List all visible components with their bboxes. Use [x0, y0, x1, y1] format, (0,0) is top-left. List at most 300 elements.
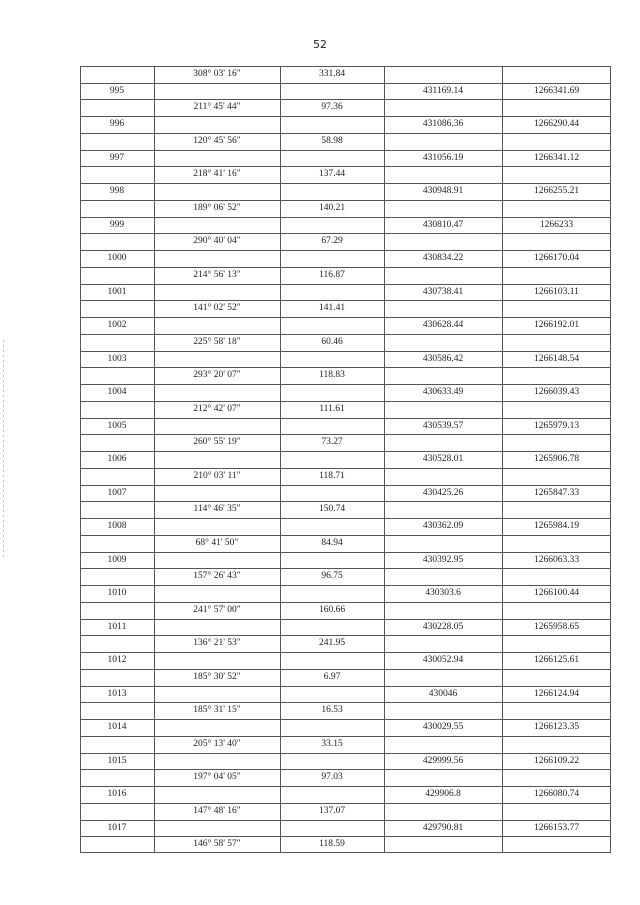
x-coordinate-cell: 430628.44 [422, 320, 464, 331]
y-coordinate-cell [502, 535, 611, 551]
x-coordinate-cell [384, 401, 502, 417]
point-number-cell: 1003 [107, 353, 127, 364]
y-coordinate-cell: 1266103.11 [534, 286, 579, 297]
row-divider [80, 317, 611, 318]
row-divider [80, 719, 611, 720]
distance-cell [280, 786, 384, 802]
distance-cell: 116.87 [319, 269, 345, 280]
row-divider [80, 686, 611, 687]
point-number-cell: 1009 [107, 554, 127, 565]
distance-cell [280, 317, 384, 333]
point-number-cell: 1016 [107, 789, 127, 800]
table-row [80, 568, 611, 584]
y-coordinate-cell: 1265847.33 [533, 487, 580, 498]
distance-cell [280, 384, 384, 400]
table-row [80, 384, 611, 400]
x-coordinate-cell: 430586.42 [422, 353, 464, 364]
x-coordinate-cell: 430738.41 [422, 286, 464, 297]
bearing-angle-cell: 185° 30' 52" [193, 671, 241, 682]
distance-cell: 96.75 [321, 571, 343, 582]
distance-cell: 97.36 [321, 102, 343, 113]
point-number-cell: 1013 [107, 688, 127, 699]
row-divider [80, 384, 611, 385]
row-divider [80, 652, 611, 653]
table-row [80, 367, 611, 383]
bearing-angle-cell: 308° 03' 16" [193, 69, 241, 79]
bearing-angle-cell [154, 786, 280, 802]
y-coordinate-cell [502, 133, 611, 149]
table-row [80, 351, 611, 367]
distance-cell: 67.29 [321, 236, 343, 247]
distance-cell: 140.21 [318, 202, 346, 213]
row-divider [80, 535, 611, 536]
y-coordinate-cell: 1266039.43 [533, 387, 580, 398]
x-coordinate-cell [384, 334, 502, 350]
x-coordinate-cell [384, 736, 502, 752]
distance-cell [280, 150, 384, 166]
row-divider [80, 334, 611, 335]
table-row [80, 518, 611, 534]
x-coordinate-cell [384, 602, 502, 618]
table-row [80, 719, 611, 735]
bearing-angle-cell [154, 150, 280, 166]
table-row [80, 250, 611, 266]
distance-cell: 160.66 [318, 604, 346, 615]
table-row [80, 99, 611, 115]
y-coordinate-cell [502, 267, 611, 283]
row-divider [80, 99, 611, 100]
row-divider [80, 183, 611, 184]
row-divider [80, 83, 611, 84]
x-coordinate-cell: 429999.56 [422, 755, 464, 766]
y-coordinate-cell [502, 702, 611, 718]
table-row [80, 652, 611, 668]
x-coordinate-cell [384, 99, 502, 115]
x-coordinate-cell: 430810.47 [422, 219, 464, 230]
bearing-angle-cell [154, 552, 280, 568]
y-coordinate-cell [502, 367, 611, 383]
table-border-bottom [80, 852, 611, 853]
bearing-angle-cell [154, 719, 280, 735]
row-divider [80, 116, 611, 117]
x-coordinate-cell [384, 635, 502, 651]
distance-cell: 150.74 [318, 504, 346, 515]
distance-cell [280, 217, 384, 233]
bearing-angle-cell: 147° 48' 16" [193, 805, 241, 816]
x-coordinate-cell [384, 501, 502, 517]
row-divider [80, 602, 611, 603]
table-row [80, 284, 611, 300]
row-divider [80, 300, 611, 301]
y-coordinate-cell: 1266170.04 [533, 253, 580, 264]
table-row [80, 133, 611, 149]
row-divider [80, 418, 611, 419]
distance-cell: 111.61 [319, 403, 345, 414]
x-coordinate-cell [384, 769, 502, 785]
bearing-angle-cell [154, 485, 280, 501]
point-number-cell: 1010 [107, 588, 127, 599]
point-number-cell: 1005 [107, 420, 127, 431]
distance-cell: 73.27 [321, 437, 343, 448]
y-coordinate-cell [502, 468, 611, 484]
table-row [80, 702, 611, 718]
distance-cell: 60.46 [321, 336, 343, 347]
y-coordinate-cell [502, 66, 611, 82]
point-number-cell [80, 300, 154, 316]
point-number-cell: 1000 [107, 253, 127, 264]
table-row [80, 501, 611, 517]
y-coordinate-cell [502, 334, 611, 350]
x-coordinate-cell: 431086.36 [422, 119, 464, 130]
distance-cell: 33.15 [321, 738, 343, 749]
x-coordinate-cell: 430392.95 [422, 554, 464, 565]
row-divider [80, 702, 611, 703]
y-coordinate-cell [502, 99, 611, 115]
row-divider [80, 803, 611, 804]
y-coordinate-cell [502, 769, 611, 785]
point-number-cell [80, 836, 154, 852]
y-coordinate-cell: 1266153.77 [533, 822, 580, 833]
y-coordinate-cell: 1266123.35 [533, 722, 580, 733]
x-coordinate-cell: 430046 [428, 688, 458, 699]
y-coordinate-cell: 1266290.44 [533, 119, 580, 130]
row-divider [80, 284, 611, 285]
bearing-angle-cell: 218° 41' 16" [193, 169, 241, 180]
point-number-cell [80, 702, 154, 718]
x-coordinate-cell [384, 267, 502, 283]
point-number-cell [80, 434, 154, 450]
distance-cell [280, 719, 384, 735]
y-coordinate-cell: 1265906.78 [533, 454, 580, 465]
x-coordinate-cell: 430948.91 [422, 186, 464, 197]
bearing-angle-cell: 197° 04' 05" [193, 772, 241, 783]
point-number-cell [80, 66, 154, 82]
point-number-cell: 1004 [107, 387, 127, 398]
table-row [80, 317, 611, 333]
bearing-angle-cell [154, 317, 280, 333]
bearing-angle-cell [154, 351, 280, 367]
point-number-cell: 996 [109, 119, 125, 130]
distance-cell [280, 351, 384, 367]
y-coordinate-cell: 1266148.54 [533, 353, 580, 364]
y-coordinate-cell: 1265984.19 [533, 521, 580, 532]
row-divider [80, 753, 611, 754]
point-number-cell [80, 501, 154, 517]
x-coordinate-cell: 431056.19 [422, 152, 464, 163]
x-coordinate-cell: 430029.55 [422, 722, 464, 733]
table-row [80, 769, 611, 785]
table-row [80, 836, 611, 852]
x-coordinate-cell [384, 434, 502, 450]
y-coordinate-cell [502, 200, 611, 216]
table-row [80, 686, 611, 702]
y-coordinate-cell: 1266192.01 [533, 320, 580, 331]
point-number-cell [80, 769, 154, 785]
point-number-cell: 1012 [107, 655, 127, 666]
x-coordinate-cell: 430303.6 [425, 588, 461, 599]
table-row [80, 552, 611, 568]
distance-cell [280, 753, 384, 769]
distance-cell [280, 284, 384, 300]
row-divider [80, 367, 611, 368]
table-row [80, 434, 611, 450]
distance-cell [280, 418, 384, 434]
point-number-cell [80, 367, 154, 383]
bearing-angle-cell: 241° 57' 00" [193, 604, 241, 615]
bearing-angle-cell [154, 652, 280, 668]
bearing-angle-cell: 141° 02' 52" [193, 303, 241, 314]
row-divider [80, 568, 611, 569]
y-coordinate-cell: 1265958.65 [533, 621, 580, 632]
table-row [80, 753, 611, 769]
bearing-angle-cell: 136° 21' 53" [193, 638, 241, 649]
table-row [80, 803, 611, 819]
distance-cell [280, 250, 384, 266]
distance-cell [280, 83, 384, 99]
table-row [80, 66, 611, 82]
y-coordinate-cell: 1266341.69 [533, 85, 580, 96]
point-number-cell [80, 568, 154, 584]
x-coordinate-cell [384, 66, 502, 82]
distance-cell: 6.97 [323, 671, 341, 682]
point-number-cell [80, 736, 154, 752]
table-row [80, 820, 611, 836]
point-number-cell: 1015 [107, 755, 127, 766]
bearing-angle-cell: 205° 13' 40" [193, 738, 241, 749]
y-coordinate-cell [502, 568, 611, 584]
distance-cell: 137.07 [318, 805, 346, 816]
y-coordinate-cell: 1266109.22 [533, 755, 580, 766]
y-coordinate-cell [502, 233, 611, 249]
x-coordinate-cell [384, 702, 502, 718]
table-row [80, 585, 611, 601]
row-divider [80, 133, 611, 134]
table-row [80, 217, 611, 233]
row-divider [80, 401, 611, 402]
row-divider [80, 150, 611, 151]
distance-cell [280, 552, 384, 568]
row-divider [80, 501, 611, 502]
x-coordinate-cell [384, 200, 502, 216]
point-number-cell: 1002 [107, 320, 127, 331]
distance-cell: 241.95 [318, 638, 346, 649]
point-number-cell [80, 669, 154, 685]
table-row [80, 150, 611, 166]
distance-cell [280, 518, 384, 534]
bearing-angle-cell [154, 820, 280, 836]
bearing-angle-cell: 260° 55' 19" [193, 437, 241, 448]
point-number-cell [80, 468, 154, 484]
x-coordinate-cell [384, 669, 502, 685]
point-number-cell [80, 267, 154, 283]
table-row [80, 468, 611, 484]
row-divider [80, 351, 611, 352]
distance-cell [280, 652, 384, 668]
x-coordinate-cell: 430633.49 [422, 387, 464, 398]
table-row [80, 786, 611, 802]
x-coordinate-cell: 430528.01 [422, 454, 464, 465]
distance-cell [280, 183, 384, 199]
row-divider [80, 769, 611, 770]
point-number-cell [80, 602, 154, 618]
point-number-cell [80, 535, 154, 551]
table-row [80, 535, 611, 551]
row-divider [80, 786, 611, 787]
row-divider [80, 468, 611, 469]
distance-cell: 118.59 [319, 839, 345, 850]
bearing-angle-cell: 114° 46' 35" [193, 504, 241, 515]
bearing-angle-cell [154, 250, 280, 266]
x-coordinate-cell: 430362.09 [422, 521, 464, 532]
bearing-angle-cell [154, 585, 280, 601]
distance-cell: 331.84 [318, 69, 346, 79]
bearing-angle-cell [154, 686, 280, 702]
row-divider [80, 552, 611, 553]
distance-cell: 118.71 [319, 470, 345, 481]
point-number-cell: 997 [109, 152, 125, 163]
x-coordinate-cell [384, 300, 502, 316]
x-coordinate-cell: 429906.8 [425, 789, 461, 800]
bearing-angle-cell [154, 518, 280, 534]
row-divider [80, 217, 611, 218]
table-row [80, 418, 611, 434]
x-coordinate-cell: 431169.14 [422, 85, 464, 96]
point-number-cell: 998 [109, 186, 125, 197]
y-coordinate-cell [502, 602, 611, 618]
x-coordinate-cell [384, 133, 502, 149]
row-divider [80, 166, 611, 167]
y-coordinate-cell: 1266063.33 [533, 554, 580, 565]
distance-cell [280, 451, 384, 467]
distance-cell: 141.41 [318, 303, 346, 314]
distance-cell: 118.83 [319, 370, 345, 381]
table-row [80, 635, 611, 651]
x-coordinate-cell [384, 468, 502, 484]
table-row [80, 183, 611, 199]
distance-cell [280, 116, 384, 132]
y-coordinate-cell [502, 669, 611, 685]
point-number-cell: 1017 [107, 822, 127, 833]
row-divider [80, 635, 611, 636]
table-row [80, 267, 611, 283]
point-number-cell: 1014 [107, 722, 127, 733]
page-number: 52 [313, 38, 327, 51]
y-coordinate-cell [502, 300, 611, 316]
row-divider [80, 267, 611, 268]
y-coordinate-cell [502, 501, 611, 517]
bearing-angle-cell [154, 183, 280, 199]
y-coordinate-cell [502, 803, 611, 819]
row-divider [80, 669, 611, 670]
bearing-angle-cell: 185° 31' 15" [193, 705, 241, 716]
x-coordinate-cell [384, 535, 502, 551]
distance-cell [280, 619, 384, 635]
x-coordinate-cell [384, 367, 502, 383]
bearing-angle-cell: 212° 42' 07" [193, 403, 241, 414]
bearing-angle-cell [154, 451, 280, 467]
row-divider [80, 836, 611, 837]
row-divider [80, 434, 611, 435]
row-divider [80, 585, 611, 586]
row-divider [80, 518, 611, 519]
row-divider [80, 820, 611, 821]
table-row [80, 166, 611, 182]
y-coordinate-cell [502, 166, 611, 182]
distance-cell: 97.03 [321, 772, 343, 783]
bearing-angle-cell: 214° 56' 13" [193, 269, 241, 280]
y-coordinate-cell: 1266125.61 [533, 655, 580, 666]
y-coordinate-cell: 1266341.12 [533, 152, 580, 163]
point-number-cell [80, 99, 154, 115]
point-number-cell: 995 [109, 85, 125, 96]
y-coordinate-cell [502, 434, 611, 450]
bearing-angle-cell: 189° 06' 52" [193, 202, 241, 213]
bearing-angle-cell [154, 418, 280, 434]
y-coordinate-cell [502, 401, 611, 417]
x-coordinate-cell [384, 568, 502, 584]
y-coordinate-cell [502, 736, 611, 752]
row-divider [80, 736, 611, 737]
bearing-angle-cell: 120° 45' 56" [193, 135, 241, 146]
distance-cell [280, 820, 384, 836]
point-number-cell [80, 166, 154, 182]
x-coordinate-cell: 430425.26 [422, 487, 464, 498]
y-coordinate-cell: 1266080.74 [533, 789, 580, 800]
y-coordinate-cell: 1266124.94 [533, 688, 580, 699]
row-divider [80, 200, 611, 201]
bearing-angle-cell: 293° 20' 07" [193, 370, 241, 381]
table-row [80, 619, 611, 635]
distance-cell: 84.94 [321, 537, 343, 548]
point-number-cell: 1007 [107, 487, 127, 498]
x-coordinate-cell: 429790.81 [422, 822, 464, 833]
bearing-angle-cell [154, 284, 280, 300]
table-row [80, 300, 611, 316]
bearing-angle-cell [154, 384, 280, 400]
bearing-angle-cell: 146° 58' 57" [193, 839, 241, 850]
y-coordinate-cell: 1266100.44 [533, 588, 580, 599]
point-number-cell [80, 803, 154, 819]
distance-cell: 58.98 [321, 135, 343, 146]
distance-cell: 137.44 [318, 169, 346, 180]
distance-cell [280, 686, 384, 702]
row-divider [80, 66, 611, 67]
y-coordinate-cell [502, 836, 611, 852]
bearing-angle-cell: 68° 41' 50" [195, 537, 239, 548]
row-divider [80, 451, 611, 452]
distance-cell [280, 585, 384, 601]
point-number-cell: 1001 [107, 286, 127, 297]
point-number-cell: 1008 [107, 521, 127, 532]
bearing-angle-cell [154, 83, 280, 99]
point-number-cell [80, 133, 154, 149]
distance-cell: 16.53 [321, 705, 343, 716]
bearing-angle-cell: 290° 40' 04" [193, 236, 241, 247]
x-coordinate-cell: 430052.94 [422, 655, 464, 666]
point-number-cell: 999 [109, 219, 125, 230]
table-row [80, 233, 611, 249]
table-row [80, 602, 611, 618]
table-row [80, 451, 611, 467]
table-row [80, 485, 611, 501]
scan-edge-mark [3, 340, 4, 560]
x-coordinate-cell: 430228.05 [422, 621, 464, 632]
bearing-angle-cell [154, 116, 280, 132]
y-coordinate-cell: 1266255.21 [533, 186, 580, 197]
bearing-angle-cell: 157° 26' 43" [193, 571, 241, 582]
x-coordinate-cell [384, 836, 502, 852]
row-divider [80, 619, 611, 620]
